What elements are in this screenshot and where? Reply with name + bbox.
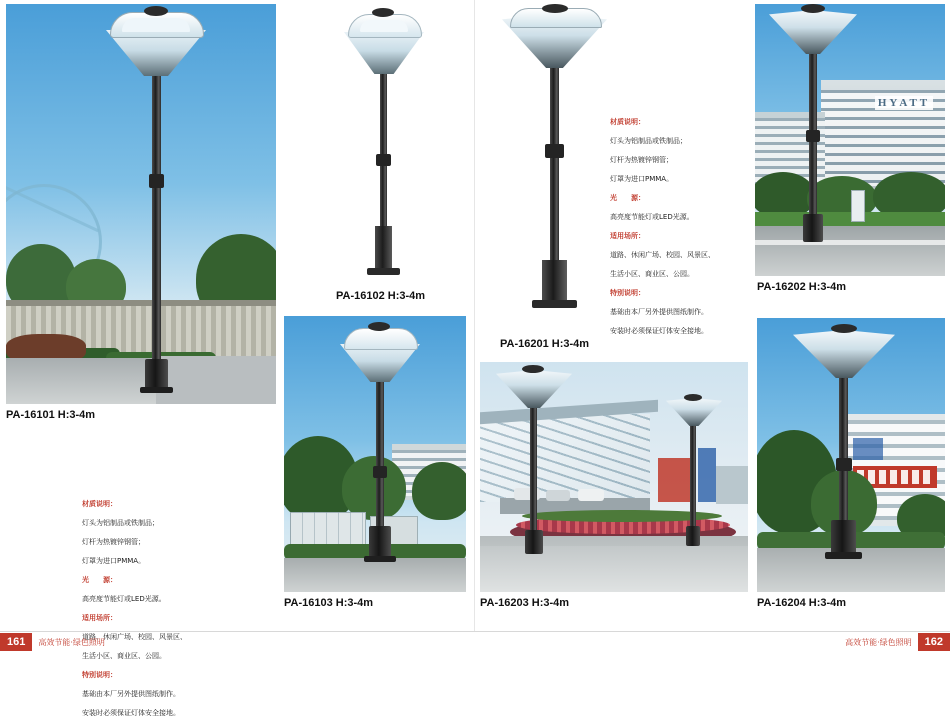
spec-special-heading: 特别说明：	[610, 288, 645, 297]
spec-light-line-1: 高亮度节能灯或LED光源。	[82, 594, 166, 603]
product-code: PA-16101	[6, 409, 55, 421]
footer-divider	[0, 631, 950, 632]
spec-special-line-1: 基础由本厂另外提供图纸制作。	[82, 689, 180, 698]
page-number-left: 161	[0, 633, 32, 651]
spec-usage-line-2: 生活小区、商业区、公园。	[610, 269, 694, 278]
spec-usage-line-1: 道路、休闲广场、校园、风景区、	[610, 250, 715, 259]
product-height: H:3-4m	[531, 597, 570, 609]
spec-material-line-2: 灯杆为热镀锌钢管；	[82, 537, 145, 546]
spec-material-line-1: 灯头为铝制品或铁制品；	[82, 518, 159, 527]
caption-pa-16103	[284, 597, 373, 609]
product-code: PA-16103	[284, 597, 333, 609]
product-code: PA-16102	[336, 290, 385, 302]
caption-pa-16201	[500, 338, 589, 350]
product-photo-pa-16201	[480, 4, 630, 314]
product-height: H:3-4m	[551, 338, 590, 350]
spec-special-line-1: 基础由本厂另外提供图纸制作。	[610, 307, 708, 316]
footer-right-text: 高效节能·绿色照明	[845, 637, 912, 647]
product-height: H:3-4m	[57, 409, 96, 421]
spec-light-line-1: 高亮度节能灯或LED光源。	[610, 212, 694, 221]
caption-pa-16204	[757, 597, 846, 609]
page-number-right: 162	[918, 633, 950, 651]
spec-special-heading: 特别说明：	[82, 670, 117, 679]
page-gutter	[474, 0, 475, 631]
spec-special-line-2: 安装时必须保证灯体安全接地。	[610, 326, 708, 335]
footer-right	[839, 631, 950, 653]
caption-pa-16101	[6, 409, 95, 421]
product-height: H:3-4m	[335, 597, 374, 609]
product-code: PA-16203	[480, 597, 529, 609]
product-height: H:3-4m	[387, 290, 426, 302]
spec-material-heading: 材质说明：	[610, 117, 645, 126]
product-code: PA-16204	[757, 597, 806, 609]
product-code: PA-16201	[500, 338, 549, 350]
caption-pa-16202	[757, 281, 846, 293]
product-height: H:3-4m	[808, 281, 847, 293]
lamp-pole	[152, 68, 161, 386]
spec-material-line-1: 灯头为铝制品或铁制品；	[610, 136, 687, 145]
spec-material-heading: 材质说明：	[82, 499, 117, 508]
product-code: PA-16202	[757, 281, 806, 293]
product-photo-pa-16202: HYATT	[755, 4, 945, 276]
caption-pa-16102	[336, 290, 425, 302]
product-photo-pa-16101	[6, 4, 276, 404]
spec-material-line-3: 灯罩为进口PMMA。	[610, 174, 674, 183]
spec-light-heading: 光 源：	[610, 193, 645, 202]
spec-usage-heading: 适用场所：	[610, 231, 645, 240]
product-height: H:3-4m	[808, 597, 847, 609]
spec-material-line-2: 灯杆为热镀锌钢管；	[610, 155, 673, 164]
spec-block-left	[82, 490, 272, 728]
spec-usage-line-2: 生活小区、商业区、公园。	[82, 651, 166, 660]
product-photo-pa-16103	[284, 316, 466, 592]
spec-usage-heading: 适用场所：	[82, 613, 117, 622]
spec-special-line-2: 安装时必须保证灯体安全接地。	[82, 708, 180, 717]
caption-pa-16203	[480, 597, 569, 609]
product-photo-pa-16203	[480, 362, 748, 592]
spec-material-line-3: 灯罩为进口PMMA。	[82, 556, 146, 565]
footer-left	[0, 631, 111, 653]
spec-usage-line-1: 道路、休闲广场、校园、风景区、	[82, 632, 187, 641]
product-photo-pa-16204	[757, 318, 945, 592]
footer-left-text: 高效节能·绿色照明	[38, 637, 105, 647]
spec-light-heading: 光 源：	[82, 575, 117, 584]
product-photo-pa-16102	[318, 4, 448, 284]
